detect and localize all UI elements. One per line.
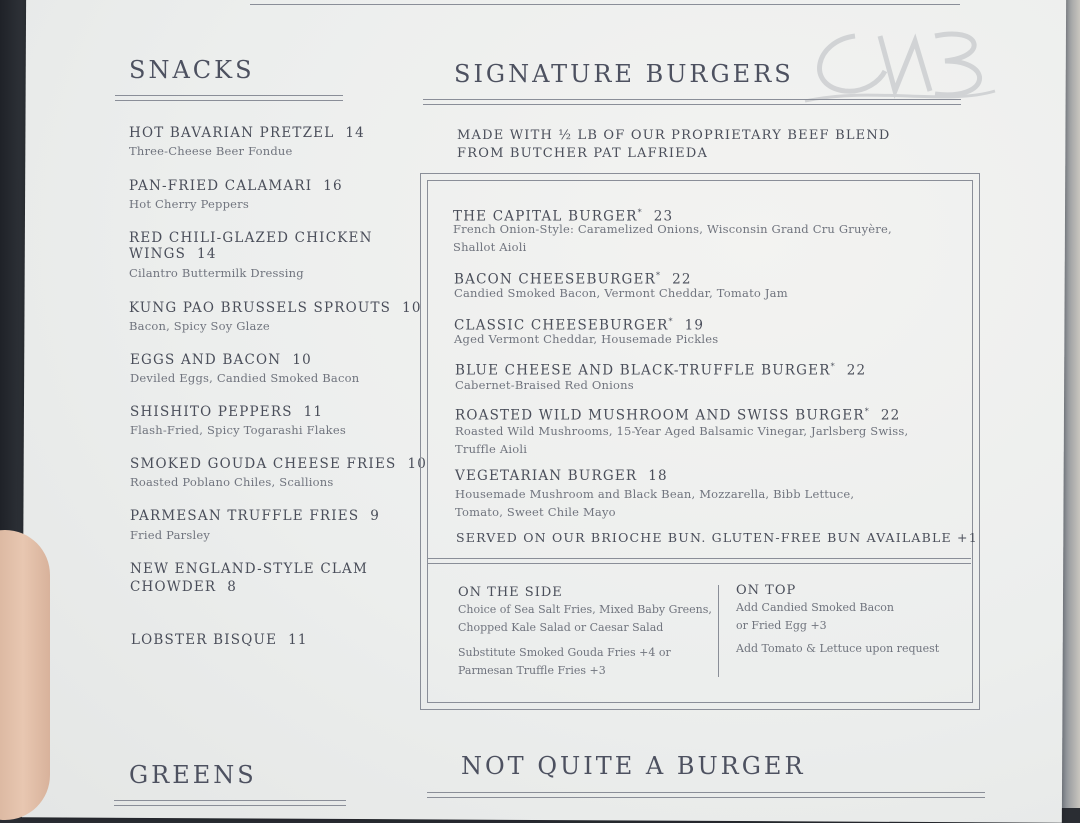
snacks-rule: [115, 95, 343, 101]
menu-item-name: CHOWDER 8: [130, 579, 238, 595]
not-quite-burger-heading: NOT QUITE A BURGER: [461, 752, 806, 780]
menu-item-desc: Aged Vermont Cheddar, Housemade Pickles: [454, 332, 719, 346]
on-side-title: ON THE SIDE: [458, 585, 563, 600]
menu-item-name: BACON CHEESEBURGER* 22: [454, 271, 692, 288]
menu-item-name: SMOKED GOUDA CHEESE FRIES 10: [130, 456, 428, 472]
menu-item-name: VEGETARIAN BURGER 18: [455, 468, 668, 484]
menu-item-name: HOT BAVARIAN PRETZEL 14: [129, 125, 365, 141]
menu-item-desc: Roasted Poblano Chiles, Scallions: [130, 475, 334, 489]
menu-item-desc: Three-Cheese Beer Fondue: [129, 144, 293, 158]
burgers-intro: MADE WITH ½ LB OF OUR PROPRIETARY BEEF BLEND: [457, 128, 891, 143]
box-divider: [427, 563, 971, 564]
top-rule: [250, 4, 960, 5]
menu-item-name: ROASTED WILD MUSHROOM AND SWISS BURGER* 22: [455, 407, 901, 424]
on-top-title: ON TOP: [736, 583, 797, 598]
menu-item-desc: Cilantro Buttermilk Dressing: [129, 266, 304, 280]
menu-item-desc: Flash-Fried, Spicy Togarashi Flakes: [130, 423, 346, 437]
bun-note: SERVED ON OUR BRIOCHE BUN. GLUTEN-FREE BUN AVAILABLE +1: [456, 530, 978, 545]
menu-item-name: CLASSIC CHEESEBURGER* 19: [454, 317, 705, 334]
menu-item-name: NEW ENGLAND-STYLE CLAM: [130, 561, 368, 577]
menu-item-desc: French Onion-Style: Caramelized Onions, Wisconsin Grand Cru Gruyère,: [453, 222, 892, 236]
greens-heading: GREENS: [129, 761, 257, 789]
on-top-text: Add Tomato & Lettuce upon request: [736, 642, 940, 655]
menu-item-desc: Shallot Aioli: [453, 240, 527, 254]
menu-item-desc: Fried Parsley: [130, 528, 211, 542]
menu-item-name: EGGS AND BACON 10: [130, 352, 312, 368]
menu-item-name: PARMESAN TRUFFLE FRIES 9: [130, 508, 381, 524]
on-top-text: Add Candied Smoked Bacon: [736, 601, 895, 614]
greens-rule: [114, 800, 346, 806]
on-side-text: Parmesan Truffle Fries +3: [458, 664, 606, 677]
menu-item-desc: Truffle Aioli: [455, 442, 528, 456]
menu-item-desc: Housemade Mushroom and Black Bean, Mozzarella, Bibb Lettuce,: [455, 487, 855, 501]
menu-item-name: BLUE CHEESE AND BLACK-TRUFFLE BURGER* 22: [455, 362, 867, 379]
menu-item-desc: Candied Smoked Bacon, Vermont Cheddar, Tomato Jam: [454, 286, 788, 300]
menu-item-name: KUNG PAO BRUSSELS SPROUTS 10: [129, 300, 422, 316]
burgers-heading: SIGNATURE BURGERS: [454, 60, 794, 88]
menu-item-desc: Tomato, Sweet Chile Mayo: [455, 505, 616, 519]
burgers-intro: FROM BUTCHER PAT LAFRIEDA: [457, 146, 709, 161]
menu-item-desc: Cabernet-Braised Red Onions: [455, 378, 634, 392]
on-side-text: Choice of Sea Salt Fries, Mixed Baby Greens,: [458, 603, 712, 616]
on-side-text: Chopped Kale Salad or Caesar Salad: [458, 621, 664, 634]
menu-item-desc: Bacon, Spicy Soy Glaze: [129, 319, 270, 333]
menu-item-name: SHISHITO PEPPERS 11: [130, 404, 324, 420]
box-divider: [427, 558, 971, 559]
snacks-heading: SNACKS: [129, 56, 255, 84]
menu-item-name: PAN-FRIED CALAMARI 16: [129, 178, 343, 194]
burgers-rule: [423, 99, 961, 105]
menu-item-name: WINGS 14: [129, 246, 217, 262]
menu-item-name: LOBSTER BISQUE 11: [131, 632, 308, 648]
on-side-text: Substitute Smoked Gouda Fries +4 or: [458, 646, 671, 659]
side-divider: [718, 585, 719, 677]
menu-item-name: THE CAPITAL BURGER* 23: [453, 208, 674, 225]
menu-item-desc: Deviled Eggs, Candied Smoked Bacon: [130, 371, 360, 385]
on-top-text: or Fried Egg +3: [736, 619, 827, 632]
not-quite-burger-rule: [427, 792, 985, 798]
thumb: [0, 530, 50, 820]
menu-item-desc: Hot Cherry Peppers: [129, 197, 249, 211]
menu-item-desc: Roasted Wild Mushrooms, 15-Year Aged Balsamic Vinegar, Jarlsberg Swiss,: [455, 424, 909, 438]
menu-item-name: RED CHILI-GLAZED CHICKEN: [129, 230, 373, 246]
